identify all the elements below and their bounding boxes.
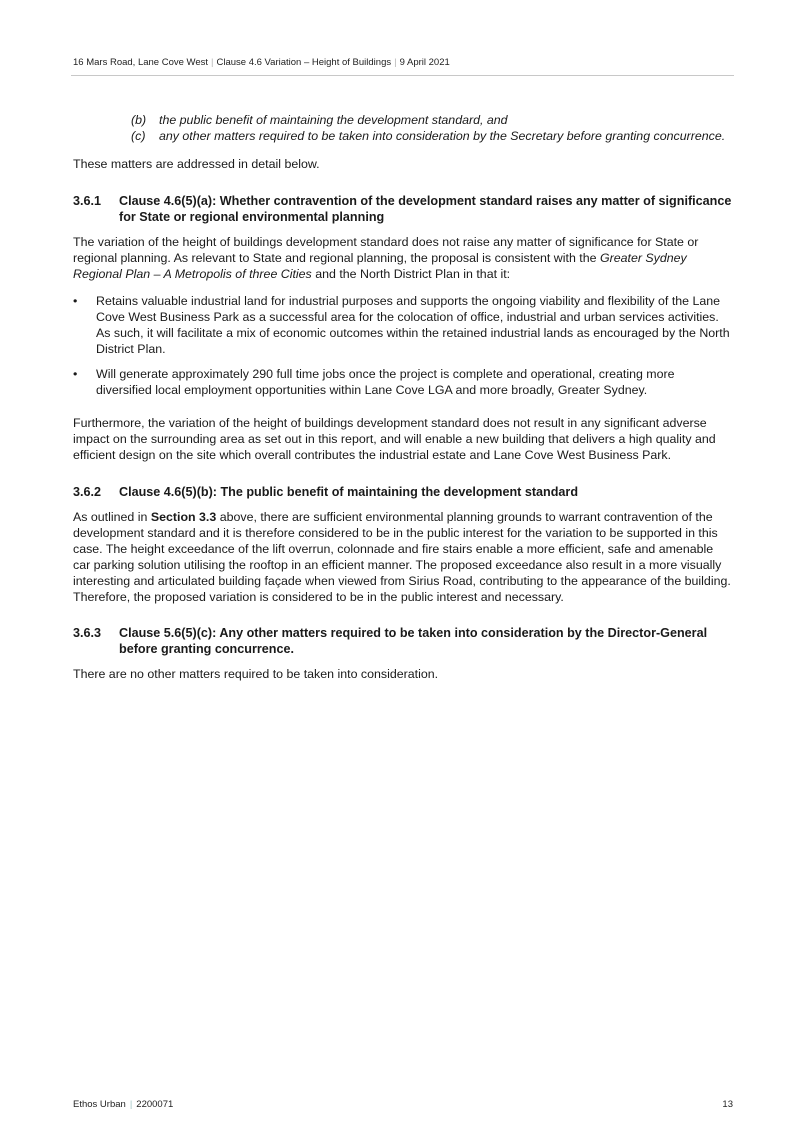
section-number: 3.6.2	[73, 485, 102, 499]
section-title: Clause 4.6(5)(b): The public benefit of maintaining the development standard	[119, 485, 579, 499]
section-3-6-3-paragraph: There are no other matters required to be taken into consideration.	[73, 667, 439, 681]
list-item-c	[131, 128, 733, 144]
bullet-item	[73, 366, 733, 398]
paragraph-text: The variation of the height of buildings development standard does not raise any matter of significance for State or regional planning. As relevant to State and regional planning, the proposal is consistent with the	[73, 235, 699, 265]
header-separator: |	[211, 57, 214, 68]
footer-company: Ethos Urban	[73, 1099, 126, 1110]
header-document-title: Clause 4.6 Variation – Height of Buildings	[216, 57, 392, 68]
footer-project-number: 2200071	[136, 1099, 174, 1110]
list-item-b	[131, 112, 733, 128]
page-header	[73, 57, 733, 68]
list-text: the public benefit of maintaining the development standard, and	[159, 113, 508, 127]
section-number: 3.6.1	[73, 194, 102, 208]
list-text: any other matters required to be taken into consideration by the Secretary before granting concurrence.	[159, 129, 726, 143]
section-3-6-1-paragraph	[73, 234, 733, 282]
page-number: 13	[722, 1099, 733, 1110]
header-address: 16 Mars Road, Lane Cove West	[73, 57, 209, 68]
list-marker: (c)	[131, 129, 146, 143]
footer-separator: |	[129, 1099, 133, 1110]
paragraph-text: above, there are sufficient environmental planning grounds to warrant contravention of the development standard and it is therefore considered to be in the public interest for the variation to be supported in this case. The height exceedance of the lift overrun, colonnade and fire stairs enable a more efficient, safe and amenable car parking solution utilising the rooftop in an efficient manner. The proposed exceedance also result in a more visually interesting and articulated building façade when viewed from Sirius Road, contributing to the appearance of the building. Therefore, the proposed variation is considered to be in the public interest and necessary.	[73, 510, 731, 604]
header-date: 9 April 2021	[399, 57, 450, 68]
page-content	[73, 112, 733, 682]
section-heading-3-6-2	[73, 484, 733, 500]
header-divider	[71, 75, 734, 76]
bullet-list	[73, 293, 733, 398]
furthermore-paragraph: Furthermore, the variation of the height of buildings development standard does not result in any significant adverse impact on the surrounding area as set out in this report, and will enable a new building that delivers a high quality and efficient design on the site which overall contributes the industrial estate and Lane Cove West Business Park.	[73, 416, 716, 462]
section-heading-3-6-1	[73, 193, 733, 225]
section-title: Clause 4.6(5)(a): Whether contravention of the development standard raises any matter of significance for State or regional environmental planning	[119, 194, 732, 224]
section-reference: Section 3.3	[150, 510, 217, 524]
header-separator: |	[394, 57, 397, 68]
page-footer	[73, 1099, 733, 1110]
bullet-icon: •	[73, 294, 78, 308]
section-heading-3-6-3	[73, 625, 733, 657]
intro-paragraph: These matters are addressed in detail below.	[73, 157, 320, 171]
paragraph-text: As outlined in	[73, 510, 151, 524]
section-title: Clause 5.6(5)(c): Any other matters required to be taken into consideration by the Director-General before granting concurrence.	[119, 626, 708, 656]
bullet-text: Will generate approximately 290 full time jobs once the project is complete and operational, creating more diversified local employment opportunities within Lane Cove LGA and more broadly, Greater Sydney.	[96, 367, 675, 397]
plan-title-italic: Greater Sydney Regional Plan – A Metropolis of three Cities	[73, 251, 687, 281]
bullet-item	[73, 293, 733, 357]
section-3-6-2-paragraph	[73, 509, 733, 605]
list-marker: (b)	[131, 113, 147, 127]
paragraph-text: and the North District Plan in that it:	[311, 267, 511, 281]
bullet-icon: •	[73, 367, 78, 381]
section-number: 3.6.3	[73, 626, 102, 640]
bullet-text: Retains valuable industrial land for industrial purposes and supports the ongoing viability and flexibility of the Lane Cove West Business Park as a successful area for the colocation of office, industrial and urban services activities. As such, it will facilitate a mix of economic outcomes within the retained industrial lands as encouraged by the North District Plan.	[96, 294, 730, 356]
